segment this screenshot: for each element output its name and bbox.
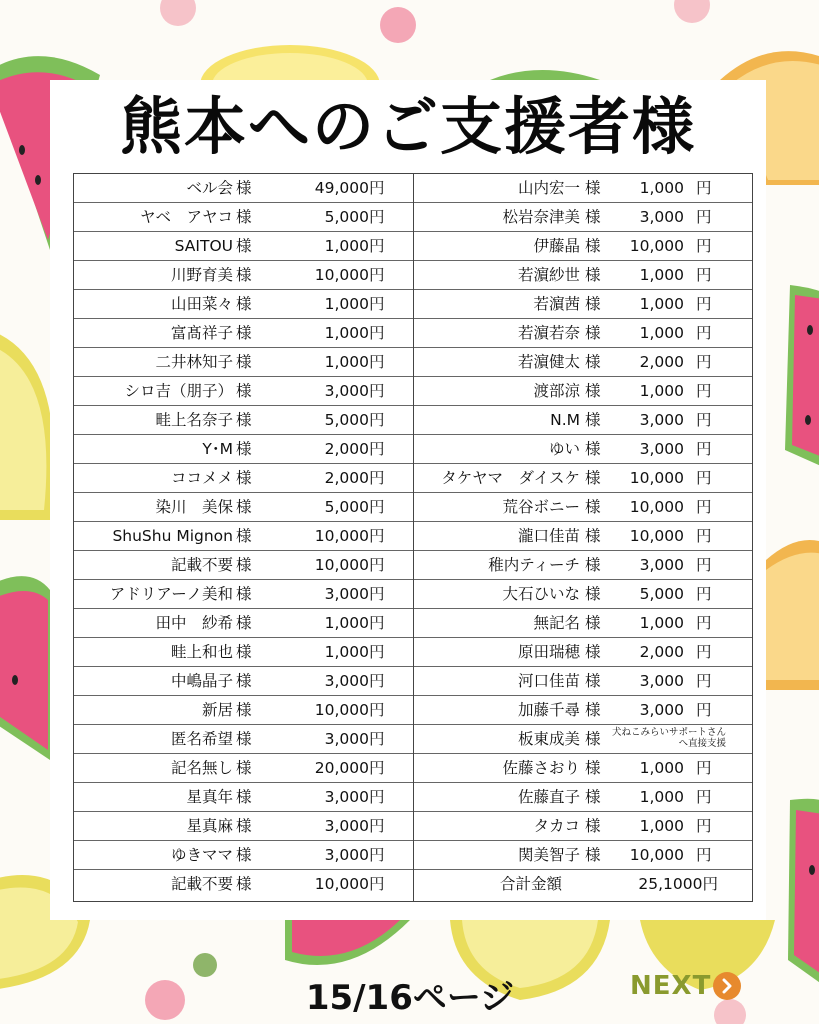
- donor-name: 山田菜々: [170, 295, 233, 313]
- table-row: [74, 232, 413, 261]
- donation-amount: 2,000: [639, 353, 684, 371]
- yen-unit: 円: [369, 846, 385, 864]
- donor-name: 記載不要: [170, 875, 233, 893]
- total-row: [414, 870, 752, 899]
- donation-amount: 5,000: [324, 498, 369, 516]
- donor-name: 中嶋晶子: [170, 672, 233, 690]
- yen-unit: 円: [369, 672, 385, 690]
- donation-amount: 1,000: [639, 759, 684, 777]
- yen-unit: 円: [696, 817, 712, 835]
- next-button[interactable]: [630, 966, 741, 1006]
- table-row: [74, 609, 413, 638]
- donation-amount: 1,000: [639, 382, 684, 400]
- yen-unit: 円: [369, 730, 385, 748]
- donation-amount: 1,000: [324, 353, 369, 371]
- honorific: 様: [236, 875, 252, 893]
- donor-name: 星真年: [186, 788, 233, 806]
- donation-note: [612, 727, 726, 749]
- honorific: 様: [236, 440, 252, 458]
- total-label: 合計金額: [500, 875, 563, 893]
- yen-unit: 円: [369, 556, 385, 574]
- honorific: 様: [585, 353, 601, 371]
- table-row: [414, 406, 752, 435]
- honorific: 様: [585, 324, 601, 342]
- table-row: [414, 435, 752, 464]
- page-indicator: 15/16ページ: [305, 978, 515, 1018]
- donor-name: SAITOU: [174, 237, 233, 255]
- honorific: 様: [585, 237, 601, 255]
- donation-amount: 1,000: [324, 614, 369, 632]
- donor-name: 若濵若奈: [517, 324, 580, 342]
- honorific: 様: [236, 353, 252, 371]
- table-row: [414, 551, 752, 580]
- yen-unit: 円: [696, 353, 712, 371]
- honorific: 様: [236, 614, 252, 632]
- donor-name: 若濵茜: [533, 295, 580, 313]
- yen-unit: 円: [369, 411, 385, 429]
- donor-name: ヤベ アヤコ: [139, 208, 233, 226]
- page-title: 熊本へのご支援者様: [119, 90, 696, 163]
- table-row: [414, 609, 752, 638]
- donor-name: 瀧口佳苗: [517, 527, 580, 545]
- donation-amount: 3,000: [639, 672, 684, 690]
- table-row: [74, 522, 413, 551]
- donor-name: シロ吉（朋子）: [124, 382, 233, 400]
- honorific: 様: [585, 759, 601, 777]
- honorific: 様: [585, 730, 601, 748]
- yen-unit: 円: [696, 788, 712, 806]
- yen-unit: 円: [696, 614, 712, 632]
- honorific: 様: [236, 324, 252, 342]
- honorific: 様: [585, 411, 601, 429]
- donor-name: 記名無し: [170, 759, 233, 777]
- yen-unit: 円: [369, 382, 385, 400]
- donation-amount: 1,000: [324, 324, 369, 342]
- yen-unit: 円: [369, 179, 385, 197]
- yen-unit: 円: [369, 788, 385, 806]
- honorific: 様: [585, 527, 601, 545]
- yen-unit: 円: [696, 266, 712, 284]
- next-label: NEXT: [630, 971, 712, 1001]
- honorific: 様: [585, 266, 601, 284]
- honorific: 様: [236, 730, 252, 748]
- honorific: 様: [236, 266, 252, 284]
- table-row: [414, 232, 752, 261]
- donation-amount: 1,000: [639, 614, 684, 632]
- yen-unit: 円: [696, 208, 712, 226]
- table-row: [74, 435, 413, 464]
- table-row: [74, 638, 413, 667]
- donor-name: タケヤマ ダイスケ: [441, 469, 580, 487]
- table-row: [74, 754, 413, 783]
- table-row: [74, 551, 413, 580]
- donation-amount: 1,000: [639, 295, 684, 313]
- honorific: 様: [585, 556, 601, 574]
- orange-slice-icon: [766, 540, 819, 690]
- donor-name: 山内宏一: [517, 179, 580, 197]
- donation-amount: 10,000: [629, 846, 684, 864]
- table-row: [414, 783, 752, 812]
- table-row: [414, 464, 752, 493]
- donor-name: 松岩奈津美: [502, 208, 580, 226]
- yen-unit: 円: [369, 266, 385, 284]
- donation-note-line: へ直接支援: [678, 738, 727, 749]
- honorific: 様: [236, 672, 252, 690]
- table-row: [414, 725, 752, 754]
- donation-amount: 1,000: [639, 266, 684, 284]
- donation-amount: 3,000: [324, 817, 369, 835]
- honorific: 様: [236, 701, 252, 719]
- table-row: [74, 464, 413, 493]
- donation-amount: 2,000: [324, 469, 369, 487]
- yen-unit: 円: [696, 440, 712, 458]
- donor-name: 匿名希望: [170, 730, 233, 748]
- honorific: 様: [236, 527, 252, 545]
- yen-unit: 円: [369, 324, 385, 342]
- table-row: [74, 174, 413, 203]
- donation-amount: 1,000: [639, 179, 684, 197]
- honorific: 様: [236, 759, 252, 777]
- donation-amount: 3,000: [639, 411, 684, 429]
- honorific: 様: [236, 846, 252, 864]
- donor-name: 大石ひいな: [502, 585, 580, 603]
- honorific: 様: [585, 672, 601, 690]
- table-row: [414, 754, 752, 783]
- donor-name: 稚内ティーチ: [488, 556, 580, 574]
- watermelon-slice-icon: [0, 576, 50, 760]
- donor-name: 田中 紗希: [155, 614, 233, 632]
- honorific: 様: [585, 208, 601, 226]
- table-row: [414, 522, 752, 551]
- donation-note-line: 犬ねこみらいサポートさん: [612, 727, 727, 738]
- donor-name: ShuShu Mignon: [112, 527, 233, 545]
- table-row: [74, 493, 413, 522]
- honorific: 様: [236, 382, 252, 400]
- honorific: 様: [585, 295, 601, 313]
- donation-amount: 3,000: [324, 672, 369, 690]
- total-amount: 25,1000円: [638, 875, 718, 893]
- donation-amount: 3,000: [639, 440, 684, 458]
- donor-name: 新居: [201, 701, 233, 719]
- honorific: 様: [585, 585, 601, 603]
- table-row: [74, 812, 413, 841]
- yen-unit: 円: [369, 527, 385, 545]
- donation-amount: 2,000: [639, 643, 684, 661]
- table-row: [414, 841, 752, 870]
- table-row: [74, 725, 413, 754]
- donor-name: 伊藤晶: [533, 237, 580, 255]
- watermelon-slice-icon: [785, 285, 819, 470]
- donor-name: 富髙祥子: [170, 324, 233, 342]
- donation-amount: 3,000: [324, 846, 369, 864]
- lemon-slice-icon: [0, 330, 54, 520]
- donation-amount: 10,000: [314, 266, 369, 284]
- yen-unit: 円: [696, 585, 712, 603]
- yen-unit: 円: [696, 643, 712, 661]
- honorific: 様: [585, 701, 601, 719]
- honorific: 様: [585, 788, 601, 806]
- donation-amount: 10,000: [314, 556, 369, 574]
- honorific: 様: [585, 440, 601, 458]
- table-row: [74, 203, 413, 232]
- table-row: [74, 841, 413, 870]
- honorific: 様: [236, 295, 252, 313]
- donation-amount: 3,000: [324, 382, 369, 400]
- donor-name: ココメメ: [170, 469, 233, 487]
- donor-name: ゆい: [548, 440, 580, 458]
- honorific: 様: [236, 556, 252, 574]
- honorific: 様: [236, 208, 252, 226]
- yen-unit: 円: [369, 498, 385, 516]
- donor-name: 染川 美保: [155, 498, 233, 516]
- donor-name: 若濵健太: [517, 353, 580, 371]
- donation-amount: 1,000: [639, 788, 684, 806]
- table-row: [74, 319, 413, 348]
- table-row: [414, 667, 752, 696]
- donation-amount: 3,000: [639, 556, 684, 574]
- donor-name: 原田瑞穂: [517, 643, 580, 661]
- table-row: [414, 377, 752, 406]
- table-row: [414, 580, 752, 609]
- yen-unit: 円: [696, 527, 712, 545]
- donor-name: 河口佳苗: [517, 672, 580, 690]
- donor-name: ゆきママ: [170, 846, 233, 864]
- donor-name: 星真麻: [186, 817, 233, 835]
- donor-name: 関美智子: [517, 846, 580, 864]
- donation-amount: 1,000: [639, 324, 684, 342]
- donor-name: 畦上和也: [170, 643, 233, 661]
- table-row: [74, 580, 413, 609]
- donor-name: 板東成美: [517, 730, 580, 748]
- yen-unit: 円: [696, 324, 712, 342]
- donor-name: 加藤千尋: [517, 701, 580, 719]
- donation-amount: 1,000: [324, 295, 369, 313]
- honorific: 様: [236, 788, 252, 806]
- yen-unit: 円: [369, 440, 385, 458]
- yen-unit: 円: [696, 556, 712, 574]
- donation-amount: 10,000: [629, 498, 684, 516]
- honorific: 様: [585, 179, 601, 197]
- watermelon-slice-icon: [285, 920, 410, 965]
- table-row: [74, 348, 413, 377]
- flower-icon: [160, 0, 710, 43]
- donor-name: 佐藤直子: [517, 788, 580, 806]
- donation-amount: 1,000: [639, 817, 684, 835]
- table-row: [414, 638, 752, 667]
- honorific: 様: [585, 382, 601, 400]
- donation-amount: 10,000: [629, 527, 684, 545]
- table-row: [74, 406, 413, 435]
- honorific: 様: [585, 643, 601, 661]
- donation-amount: 5,000: [324, 411, 369, 429]
- yen-unit: 円: [696, 411, 712, 429]
- donation-amount: 3,000: [639, 208, 684, 226]
- donation-amount: 3,000: [324, 788, 369, 806]
- donor-name: アドリアーノ美和: [109, 585, 233, 603]
- yen-unit: 円: [369, 295, 385, 313]
- donation-amount: 5,000: [324, 208, 369, 226]
- yen-unit: 円: [696, 498, 712, 516]
- donor-name: 佐藤さおり: [502, 759, 580, 777]
- honorific: 様: [236, 585, 252, 603]
- yen-unit: 円: [696, 469, 712, 487]
- yen-unit: 円: [696, 846, 712, 864]
- table-row: [414, 493, 752, 522]
- table-row: [414, 261, 752, 290]
- yen-unit: 円: [696, 701, 712, 719]
- yen-unit: 円: [369, 585, 385, 603]
- yen-unit: 円: [369, 643, 385, 661]
- honorific: 様: [236, 179, 252, 197]
- donor-column-right: [414, 174, 752, 901]
- table-row: [74, 696, 413, 725]
- yen-unit: 円: [369, 237, 385, 255]
- honorific: 様: [236, 643, 252, 661]
- honorific: 様: [585, 498, 601, 516]
- table-row: [414, 812, 752, 841]
- donation-amount: 10,000: [314, 701, 369, 719]
- chevron-right-icon: [713, 972, 741, 1000]
- table-row: [414, 348, 752, 377]
- table-row: [74, 261, 413, 290]
- yen-unit: 円: [369, 208, 385, 226]
- honorific: 様: [585, 817, 601, 835]
- donation-amount: 5,000: [639, 585, 684, 603]
- donor-column-left: [74, 174, 413, 901]
- donation-amount: 10,000: [629, 469, 684, 487]
- donor-name: 二井林知子: [155, 353, 233, 371]
- donor-name: 荒谷ボニー: [502, 498, 580, 516]
- honorific: 様: [236, 411, 252, 429]
- honorific: 様: [236, 237, 252, 255]
- donation-amount: 3,000: [639, 701, 684, 719]
- honorific: 様: [585, 614, 601, 632]
- donor-name: N.M: [550, 411, 580, 429]
- yen-unit: 円: [369, 614, 385, 632]
- table-row: [414, 290, 752, 319]
- table-row: [414, 174, 752, 203]
- yen-unit: 円: [369, 759, 385, 777]
- yen-unit: 円: [696, 295, 712, 313]
- yen-unit: 円: [696, 382, 712, 400]
- yen-unit: 円: [696, 179, 712, 197]
- table-row: [74, 377, 413, 406]
- donation-amount: 3,000: [324, 585, 369, 603]
- table-row: [74, 290, 413, 319]
- honorific: 様: [585, 469, 601, 487]
- yen-unit: 円: [696, 237, 712, 255]
- table-row: [414, 203, 752, 232]
- donor-name: 渡部涼: [533, 382, 580, 400]
- table-row: [414, 696, 752, 725]
- donor-name: 無記名: [533, 614, 580, 632]
- table-row: [74, 783, 413, 812]
- table-row: [74, 667, 413, 696]
- donation-amount: 20,000: [314, 759, 369, 777]
- donor-name: 川野育美: [170, 266, 233, 284]
- yen-unit: 円: [369, 469, 385, 487]
- yen-unit: 円: [369, 701, 385, 719]
- yen-unit: 円: [696, 759, 712, 777]
- honorific: 様: [236, 469, 252, 487]
- watermelon-slice-icon: [788, 799, 819, 990]
- donation-amount: 2,000: [324, 440, 369, 458]
- donation-amount: 49,000: [314, 179, 369, 197]
- honorific: 様: [236, 498, 252, 516]
- table-row: [414, 319, 752, 348]
- yen-unit: 円: [696, 672, 712, 690]
- donation-amount: 1,000: [324, 237, 369, 255]
- donor-name: Y･M: [202, 440, 233, 458]
- yen-unit: 円: [369, 875, 385, 893]
- donation-amount: 10,000: [629, 237, 684, 255]
- donation-amount: 10,000: [314, 875, 369, 893]
- donor-name: 畦上名奈子: [155, 411, 233, 429]
- donation-amount: 1,000: [324, 643, 369, 661]
- honorific: 様: [585, 846, 601, 864]
- yen-unit: 円: [369, 817, 385, 835]
- donation-amount: 10,000: [314, 527, 369, 545]
- donor-name: タカコ: [533, 817, 580, 835]
- donor-name: ベル会: [186, 179, 233, 197]
- donation-amount: 3,000: [324, 730, 369, 748]
- honorific: 様: [236, 817, 252, 835]
- yen-unit: 円: [369, 353, 385, 371]
- donor-name: 記載不要: [170, 556, 233, 574]
- donor-table: [73, 173, 753, 902]
- donor-name: 若濵紗世: [517, 266, 580, 284]
- table-row: [74, 870, 413, 899]
